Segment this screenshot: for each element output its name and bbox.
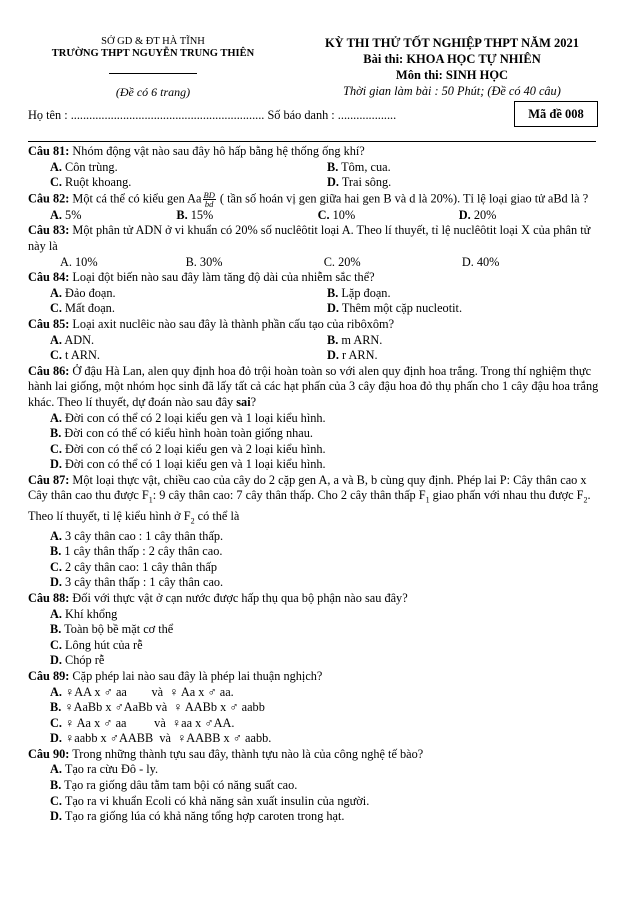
option-c: C. 10% <box>317 207 356 222</box>
question-number: Câu 84: <box>28 270 70 285</box>
options-row <box>28 286 600 302</box>
option-d: D. 40% <box>461 254 500 269</box>
question-84: Câu 84: Loại đột biến nào sau đây làm tăng độ dài của nhiễm sắc thể? <box>28 270 375 285</box>
option-d: D. ♀aabb x ♂AABB và ♀AABB x ♂ aabb. <box>50 731 272 746</box>
page-count-note: (Đề có 6 trang) <box>115 85 191 99</box>
question-text: Nhóm động vật nào sau đây hô hấp bằng hệ thống ống khí? <box>69 144 365 158</box>
subject-group: Bài thi: KHOA HỌC TỰ NHIÊN <box>363 52 541 66</box>
option-a: A. 5% <box>50 207 82 222</box>
emphasis-word: sai <box>236 394 251 409</box>
question-list <box>28 144 600 825</box>
question-82: Câu 82: Một cá thể có kiểu gen Aa $\frac{BD}{bd}$ ( tần số hoán vị gen giữa hai gen B và d là 20%). Tỉ lệ loại giao tử aBd là ? <box>28 189 589 209</box>
question-number: Câu 85: <box>28 316 70 331</box>
question-88: Câu 88: Đối với thực vật ở cạn nước được hấp thụ qua bộ phận nào sau đây? <box>28 590 408 605</box>
option-c: C. ♀ Aa x ♂ aa và ♀aa x ♂AA. <box>50 715 235 730</box>
question-number: Câu 86: <box>28 363 70 378</box>
options-row <box>28 333 600 349</box>
header-separator <box>28 141 596 142</box>
subject-name: Môn thi: SINH HỌC <box>395 68 509 82</box>
options-row <box>28 160 600 176</box>
school-name: TRƯỜNG THPT NGUYỄN TRUNG THIÊN <box>51 48 255 59</box>
question-87: Câu 87: Một loại thực vật, chiều cao của cây do 2 cặp gen A, a và B, b cùng quy định. Phép lai P: Cây thân cao x Cây thân cao thu được $F_1$: 9 cây thân cao: 7 cây thân thấp. Cho 2 cây thân thấp $F_1$ giao phấn với nhau thu được $F_2$. Theo lí thuyết, tỉ lệ kiểu hình ở $F_2$ có thể là <box>28 472 591 525</box>
option-b: B. Lặp đoạn. <box>327 285 391 300</box>
option-b: B. Đời con có thể có kiểu hình hoàn toàn giống nhau. <box>50 426 313 441</box>
option-c: C. 2 cây thân cao: 1 cây thân thấp <box>50 559 217 574</box>
option-c: C. Ruột khoang. <box>50 175 132 190</box>
option-d: D. Trai sông. <box>327 175 392 190</box>
option-d: D. 20% <box>458 207 497 222</box>
option-b: B. 1 cây thân thấp : 2 cây thân cao. <box>50 544 223 559</box>
question-number: Câu 87: <box>28 472 70 487</box>
option-a: A. 10% <box>60 254 98 269</box>
option-c: C. Đời con có thể có 2 loại kiểu gen và 2 loại kiểu hình. <box>50 441 326 456</box>
option-a: A. Côn trùng. <box>50 159 118 174</box>
option-b: B. 30% <box>185 254 223 269</box>
option-b: B. Tôm, cua. <box>327 159 391 174</box>
option-b: B. Toàn bộ bề mặt cơ thể <box>50 622 174 637</box>
exam-header <box>292 36 612 99</box>
option-c: C. Mất đoạn. <box>50 301 115 316</box>
option-a: A. Đời con có thể có 2 loại kiểu gen và 1 loại kiểu hình. <box>50 410 326 425</box>
question-number: Câu 81: <box>28 144 70 158</box>
question-number: Câu 82: <box>28 191 70 206</box>
option-a: A. Tạo ra cừu Đô - ly. <box>50 762 159 777</box>
genotype-fraction: $\frac{BD}{bd}$ <box>203 189 215 209</box>
option-b: B. m ARN. <box>327 332 383 347</box>
option-b: B. 15% <box>176 207 214 222</box>
options-row <box>28 301 600 317</box>
option-d: D. Tạo ra giống lúa có khả năng tổng hợp caroten trong hạt. <box>50 809 345 824</box>
candidate-info-line: Họ tên : ............................................................... Số báo danh : ................... <box>28 108 397 122</box>
question-89: Câu 89: Cặp phép lai nào sau đây là phép lai thuận nghịch? <box>28 668 323 683</box>
question-83: Câu 83: Một phân tử ADN ở vi khuẩn có 20% số nuclêôtit loại A. Theo lí thuyết, tỉ lệ nuclêôtit loại X của phân tử này là <box>28 223 591 253</box>
options-row <box>28 208 600 224</box>
question-number: Câu 83: <box>28 223 70 238</box>
option-d: D. Đời con có thể có 1 loại kiểu gen và 1 loại kiểu hình. <box>50 457 326 472</box>
question-85: Câu 85: Loại axit nuclêic nào sau đây là thành phần cấu tạo của ribôxôm? <box>28 316 395 331</box>
exam-code-box: Mã đề 008 <box>514 101 598 127</box>
option-c: C. t ARN. <box>50 348 100 363</box>
option-b: B. Tạo ra giống dâu tằm tam bội có năng suất cao. <box>50 778 298 793</box>
option-d: D. Thêm một cặp nucleotit. <box>327 301 463 316</box>
question-number: Câu 89: <box>28 668 70 683</box>
option-d: D. 3 cây thân thấp : 1 cây thân cao. <box>50 575 224 590</box>
option-a: A. Đảo đoạn. <box>50 285 116 300</box>
option-d: D. r ARN. <box>327 348 378 363</box>
time-limit: Thời gian làm bài : 50 Phút; (Đề có 40 câu) <box>343 84 561 98</box>
question-number: Câu 90: <box>28 746 70 761</box>
question-90: Câu 90: Trong những thành tựu sau đây, thành tựu nào là của công nghệ tế bào? <box>28 746 424 761</box>
question-81 <box>28 144 600 160</box>
header-divider <box>109 73 197 74</box>
question-number: Câu 88: <box>28 590 70 605</box>
option-c: C. Tạo ra vi khuẩn Ecoli có khả năng sản xuất insulin của người. <box>50 793 370 808</box>
options-row <box>28 348 600 364</box>
exam-title: KỲ THI THỬ TỐT NGHIỆP THPT NĂM 2021 <box>324 36 580 50</box>
department-name: SỞ GD & ĐT HÀ TĨNH <box>101 36 205 47</box>
option-a: A. Khí khổng <box>50 606 118 621</box>
option-a: A. ♀AA x ♂ aa và ♀ Aa x ♂ aa. <box>50 684 234 699</box>
options-row <box>28 175 600 191</box>
option-b: B. ♀AaBb x ♂AaBb và ♀ AABb x ♂ aabb <box>50 700 265 715</box>
option-d: D. Chóp rễ <box>50 653 105 668</box>
question-86: Câu 86: Ở đậu Hà Lan, alen quy định hoa đỏ trội hoàn toàn so với alen quy định hoa trắng. Trong thí nghiệm thực hành lai giống, một nhóm học sinh đã lấy tất cả các hạt phấn của 3 cây đậu hoa đỏ thụ phấn cho 1 cây đậu hoa trắng khác. Theo lí thuyết, dự đoán nào sau đây sai? <box>28 363 599 409</box>
option-c: C. Lông hút của rễ <box>50 637 143 652</box>
options-row <box>28 255 600 271</box>
option-a: A. ADN. <box>50 332 95 347</box>
option-c: C. 20% <box>323 254 361 269</box>
school-header <box>28 36 278 100</box>
option-a: A. 3 cây thân cao : 1 cây thân thấp. <box>50 528 224 543</box>
